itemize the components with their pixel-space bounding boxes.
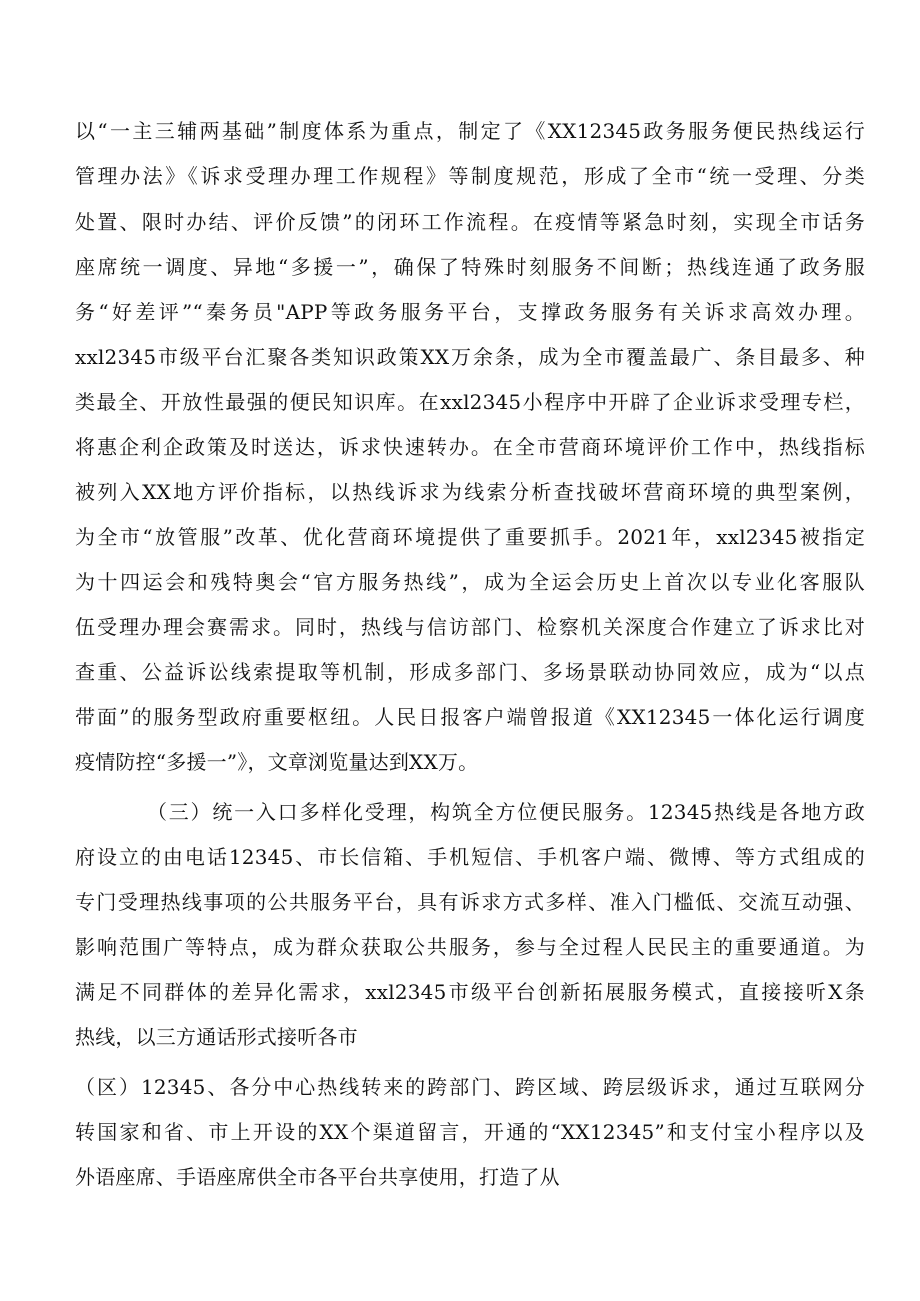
paragraph-1-line-1: 以“一主三辅两基础”制度体系为重点，制定了《XX12345政务服务便民热线运行 bbox=[75, 119, 865, 143]
paragraph-1-line-12: 伍受理办理会赛需求。同时，热线与信访部门、检察机关深度合作建立了诉求比对 bbox=[75, 615, 865, 639]
paragraph-1-line-9: 被列入XX地方评价指标，以热线诉求为线索分析查找破坏营商环境的典型案例， bbox=[75, 480, 865, 504]
paragraph-2-line-1: （三）统一入口多样化受理，构筑全方位便民服务。12345热线是各地方政 bbox=[147, 800, 865, 824]
paragraph-2-line-2: 府设立的由电话12345、市长信箱、手机短信、手机客户端、微博、等方式组成的 bbox=[75, 845, 865, 869]
paragraph-1-line-7: 类最全、开放性最强的便民知识库。在xxl2345小程序中开辟了企业诉求受理专栏， bbox=[75, 390, 865, 414]
paragraph-1-line-14: 带面”的服务型政府重要枢纽。人民日报客户端曾报道《XX12345一体化运行调度 bbox=[75, 705, 865, 729]
paragraph-1-line-15: 疫情防控“多援一”》，文章浏览量达到XX万。 bbox=[75, 750, 479, 774]
paragraph-1-line-11: 为十四运会和残特奥会“官方服务热线”，成为全运会历史上首次以专业化客服队 bbox=[75, 570, 865, 594]
paragraph-1-line-6: xxl2345市级平台汇聚各类知识政策XX万余条，成为全市覆盖最广、条目最多、种 bbox=[75, 345, 865, 369]
paragraph-2-line-4: 影响范围广等特点，成为群众获取公共服务，参与全过程人民民主的重要通道。为 bbox=[75, 935, 865, 959]
paragraph-3-line-2: 转国家和省、市上开设的XX个渠道留言，开通的“XX12345”和支付宝小程序以及 bbox=[75, 1120, 865, 1144]
paragraph-1-line-8: 将惠企利企政策及时送达，诉求快速转办。在全市营商环境评价工作中，热线指标 bbox=[75, 435, 865, 459]
paragraph-2-line-3: 专门受理热线事项的公共服务平台，具有诉求方式多样、准入门槛低、交流互动强、 bbox=[75, 890, 865, 914]
paragraph-3-line-3: 外语座席、手语座席供全市各平台共享使用，打造了从 bbox=[75, 1165, 560, 1189]
paragraph-1-line-2: 管理办法》《诉求受理办理工作规程》等制度规范，形成了全市“统一受理、分类 bbox=[75, 164, 865, 188]
paragraph-1-line-4: 座席统一调度、异地“多援一”，确保了特殊时刻服务不间断；热线连通了政务服 bbox=[75, 255, 865, 279]
paragraph-2-line-5: 满足不同群体的差异化需求，xxl2345市级平台创新拓展服务模式，直接接听X条 bbox=[75, 980, 865, 1004]
paragraph-1-line-5: 务“好差评”“秦务员"APP等政务服务平台，支撑政务服务有关诉求高效办理。 bbox=[75, 300, 865, 324]
paragraph-1-line-10: 为全市“放管服”改革、优化营商环境提供了重要抓手。2021年，xxl2345被指定 bbox=[75, 525, 865, 549]
paragraph-1-line-3: 处置、限时办结、评价反馈”的闭环工作流程。在疫情等紧急时刻，实现全市话务 bbox=[75, 210, 865, 234]
paragraph-3-line-1: （区）12345、各分中心热线转来的跨部门、跨区域、跨层级诉求，通过互联网分 bbox=[75, 1075, 865, 1099]
paragraph-1-line-13: 查重、公益诉讼线索提取等机制，形成多部门、多场景联动协同效应，成为“以点 bbox=[75, 660, 865, 684]
paragraph-2-line-6: 热线，以三方通话形式接听各市 bbox=[75, 1025, 358, 1049]
